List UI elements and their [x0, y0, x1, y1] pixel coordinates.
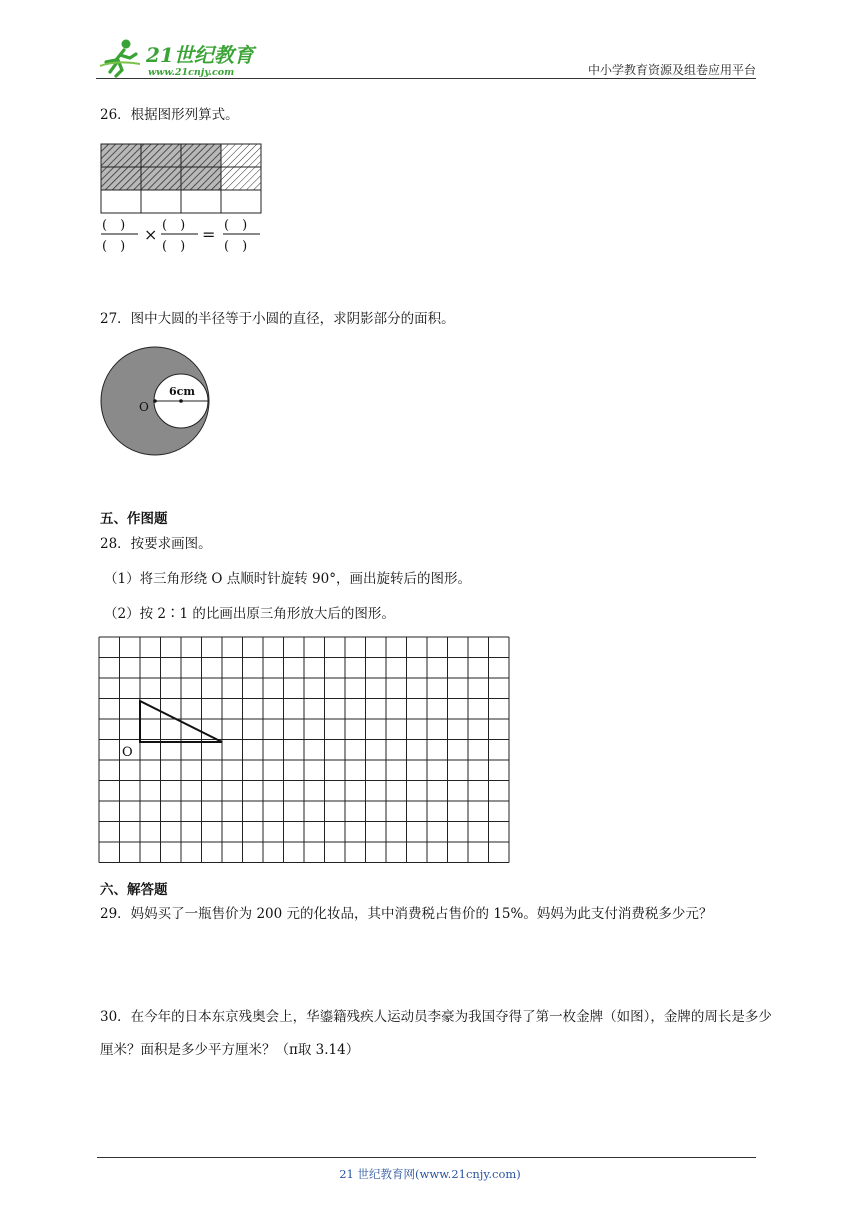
footer-text: 21 世纪教育网(www.21cnjy.com) — [339, 1167, 521, 1181]
question-29: 29．妈妈买了一瓶售价为 200 元的化妆品，其中消费税占售价的 15%。妈妈为此支付消费税多少元？ — [100, 906, 713, 922]
blank-denominator-1: ( ) — [102, 239, 126, 254]
measure-label: 6cm — [169, 385, 195, 398]
section-6-title: 六、解答题 — [100, 882, 168, 898]
runner-logo-icon — [100, 40, 140, 77]
logo-text: 21世纪教育 — [146, 43, 254, 67]
section-5-title: 五、作图题 — [100, 511, 168, 527]
circles-figure — [96, 344, 224, 460]
blank-numerator-3: ( ) — [224, 218, 248, 233]
question-28: 28．按要求画图。 — [100, 536, 212, 552]
blank-numerator-2: ( ) — [162, 218, 186, 233]
origin-label: O — [122, 745, 133, 760]
blank-numerator-1: ( ) — [102, 218, 126, 233]
question-30: 30．在今年的日本东京残奥会上，华鎏籍残疾人运动员李豪为我国夺得了第一枚金牌（如图），金牌的周长是多少厘米？面积是多少平方厘米？（π取 3.14） — [100, 1009, 772, 1058]
center-label: O — [139, 400, 149, 414]
fraction-grid-figure — [98, 140, 268, 258]
site-logo — [96, 34, 266, 80]
question-28-part-1: （1）将三角形绕 O 点顺时针旋转 90°，画出旋转后的图形。 — [104, 571, 471, 587]
times-sign: × — [144, 225, 158, 244]
question-27: 27．图中大圆的半径等于小圆的直径，求阴影部分的面积。 — [100, 311, 455, 327]
footer-divider — [97, 1157, 756, 1158]
equals-sign: = — [202, 225, 216, 244]
logo-url: www.21cnjy.com — [148, 67, 235, 78]
blank-denominator-3: ( ) — [224, 239, 248, 254]
question-26: 26．根据图形列算式。 — [100, 107, 239, 123]
drawing-grid — [98, 636, 512, 866]
header-divider — [96, 78, 756, 79]
question-28-part-2: （2）按 2∶1 的比画出原三角形放大后的图形。 — [104, 606, 395, 622]
header-right-text: 中小学教育资源及组卷应用平台 — [587, 63, 756, 77]
blank-denominator-2: ( ) — [162, 239, 186, 254]
